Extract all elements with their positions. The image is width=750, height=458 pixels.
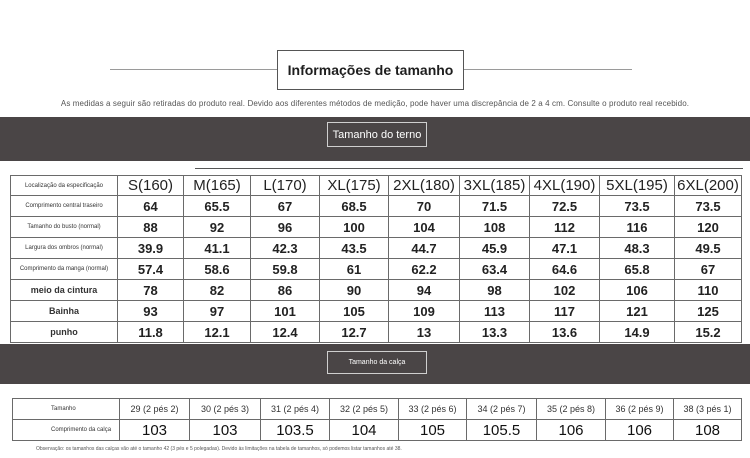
size-header: 4XL(190) xyxy=(530,176,600,196)
measurement-cell: 58.6 xyxy=(184,259,251,280)
measurement-cell: 116 xyxy=(600,217,675,238)
row-label: meio da cintura xyxy=(11,280,118,301)
size-header: S(160) xyxy=(118,176,184,196)
measurement-cell: 43.5 xyxy=(320,238,389,259)
measurement-cell: 113 xyxy=(460,301,530,322)
measurement-cell: 78 xyxy=(118,280,184,301)
measurement-cell: 73.5 xyxy=(600,196,675,217)
measurement-cell: 42.3 xyxy=(251,238,320,259)
measurement-cell: 59.8 xyxy=(251,259,320,280)
pants-size-cell: 30 (2 pés 3) xyxy=(190,399,261,420)
pants-length-cell: 105.5 xyxy=(467,420,537,441)
measurement-cell: 49.5 xyxy=(675,238,742,259)
measurement-cell: 121 xyxy=(600,301,675,322)
pants-size-cell: 34 (2 pés 7) xyxy=(467,399,537,420)
pants-length-cell: 103.5 xyxy=(261,420,330,441)
pants-size-table xyxy=(12,398,742,441)
measurement-cell: 44.7 xyxy=(389,238,460,259)
row-label: punho xyxy=(11,322,118,343)
suit-table-top-rule xyxy=(195,168,743,169)
row-label: Bainha xyxy=(11,301,118,322)
measurement-cell: 88 xyxy=(118,217,184,238)
pants-section-label: Tamanho da calça xyxy=(327,351,427,374)
size-header: 6XL(200) xyxy=(675,176,742,196)
page-title: Informações de tamanho xyxy=(277,50,464,90)
measurement-cell: 106 xyxy=(600,280,675,301)
pants-size-label: Tamanho xyxy=(13,399,120,420)
pants-size-cell: 32 (2 pés 5) xyxy=(330,399,399,420)
row-label: Comprimento da manga (normal) xyxy=(11,259,118,280)
row-label: Tamanho do busto (normal) xyxy=(11,217,118,238)
measurement-cell: 12.7 xyxy=(320,322,389,343)
table-row xyxy=(11,259,742,280)
row-label: Comprimento central traseiro xyxy=(11,196,118,217)
pants-size-cell: 31 (2 pés 4) xyxy=(261,399,330,420)
measurement-cell: 90 xyxy=(320,280,389,301)
table-row xyxy=(11,196,742,217)
pants-size-cell: 35 (2 pés 8) xyxy=(537,399,606,420)
measurement-cell: 98 xyxy=(460,280,530,301)
measurement-cell: 125 xyxy=(675,301,742,322)
measurement-cell: 97 xyxy=(184,301,251,322)
measurement-cell: 82 xyxy=(184,280,251,301)
measurement-cell: 63.4 xyxy=(460,259,530,280)
measurement-cell: 11.8 xyxy=(118,322,184,343)
size-header: 5XL(195) xyxy=(600,176,675,196)
pants-length-row xyxy=(13,420,742,441)
measurement-cell: 112 xyxy=(530,217,600,238)
measurement-cell: 73.5 xyxy=(675,196,742,217)
measurement-cell: 41.1 xyxy=(184,238,251,259)
pants-length-cell: 103 xyxy=(120,420,190,441)
measurement-cell: 100 xyxy=(320,217,389,238)
pants-size-cell: 33 (2 pés 6) xyxy=(399,399,467,420)
measurement-cell: 94 xyxy=(389,280,460,301)
measurement-cell: 61 xyxy=(320,259,389,280)
measurement-cell: 12.4 xyxy=(251,322,320,343)
measurement-cell: 120 xyxy=(675,217,742,238)
pants-length-label: Comprimento da calça xyxy=(13,420,120,441)
row-label: Largura dos ombros (normal) xyxy=(11,238,118,259)
suit-size-table xyxy=(10,175,742,343)
measurement-cell: 86 xyxy=(251,280,320,301)
measurement-cell: 13.3 xyxy=(460,322,530,343)
measurement-cell: 117 xyxy=(530,301,600,322)
measurement-cell: 62.2 xyxy=(389,259,460,280)
suit-section-band xyxy=(0,117,750,161)
size-header: XL(175) xyxy=(320,176,389,196)
measurement-cell: 65.5 xyxy=(184,196,251,217)
measurement-cell: 93 xyxy=(118,301,184,322)
pants-section-band xyxy=(0,344,750,384)
measurement-cell: 57.4 xyxy=(118,259,184,280)
measurement-cell: 110 xyxy=(675,280,742,301)
pants-length-cell: 106 xyxy=(537,420,606,441)
title-rule-right xyxy=(462,69,632,70)
table-row xyxy=(11,322,742,343)
table-row xyxy=(11,301,742,322)
measurement-cell: 12.1 xyxy=(184,322,251,343)
measurement-cell: 65.8 xyxy=(600,259,675,280)
measurement-cell: 15.2 xyxy=(675,322,742,343)
measurement-cell: 102 xyxy=(530,280,600,301)
pants-size-note: Observação: os tamanhos das calças vão até o tamanho 42 (3 pés e 5 polegadas). Devido às limitações na tabela de tamanhos, só podemos listar tamanhos até 38. xyxy=(36,446,402,452)
pants-size-cell: 36 (2 pés 9) xyxy=(606,399,674,420)
measurement-cell: 45.9 xyxy=(460,238,530,259)
pants-length-cell: 106 xyxy=(606,420,674,441)
measurement-cell: 104 xyxy=(389,217,460,238)
pants-size-row xyxy=(13,399,742,420)
measurement-cell: 109 xyxy=(389,301,460,322)
table-row xyxy=(11,280,742,301)
measurement-cell: 92 xyxy=(184,217,251,238)
table-row xyxy=(11,217,742,238)
measurement-cell: 13.6 xyxy=(530,322,600,343)
pants-length-cell: 104 xyxy=(330,420,399,441)
pants-size-cell: 38 (3 pés 1) xyxy=(674,399,742,420)
measurement-cell: 64 xyxy=(118,196,184,217)
measurement-cell: 96 xyxy=(251,217,320,238)
measurement-cell: 105 xyxy=(320,301,389,322)
measurement-cell: 101 xyxy=(251,301,320,322)
title-rule-left xyxy=(110,69,277,70)
measurement-cell: 13 xyxy=(389,322,460,343)
measurement-cell: 68.5 xyxy=(320,196,389,217)
measurement-disclaimer: As medidas a seguir são retiradas do produto real. Devido aos diferentes métodos de medição, pode haver uma discrepância de 2 a 4 cm. Consulte o produto real recebido. xyxy=(60,99,690,108)
size-header: M(165) xyxy=(184,176,251,196)
spec-corner-label: Localização da especificação xyxy=(11,176,118,196)
measurement-cell: 47.1 xyxy=(530,238,600,259)
size-header: 2XL(180) xyxy=(389,176,460,196)
pants-length-cell: 108 xyxy=(674,420,742,441)
size-header: L(170) xyxy=(251,176,320,196)
measurement-cell: 64.6 xyxy=(530,259,600,280)
pants-length-cell: 103 xyxy=(190,420,261,441)
measurement-cell: 14.9 xyxy=(600,322,675,343)
size-header: 3XL(185) xyxy=(460,176,530,196)
suit-header-row xyxy=(11,176,742,196)
measurement-cell: 48.3 xyxy=(600,238,675,259)
pants-length-cell: 105 xyxy=(399,420,467,441)
pants-size-cell: 29 (2 pés 2) xyxy=(120,399,190,420)
measurement-cell: 39.9 xyxy=(118,238,184,259)
measurement-cell: 67 xyxy=(675,259,742,280)
measurement-cell: 72.5 xyxy=(530,196,600,217)
measurement-cell: 71.5 xyxy=(460,196,530,217)
table-row xyxy=(11,238,742,259)
suit-section-label: Tamanho do terno xyxy=(327,122,427,147)
measurement-cell: 67 xyxy=(251,196,320,217)
measurement-cell: 108 xyxy=(460,217,530,238)
measurement-cell: 70 xyxy=(389,196,460,217)
